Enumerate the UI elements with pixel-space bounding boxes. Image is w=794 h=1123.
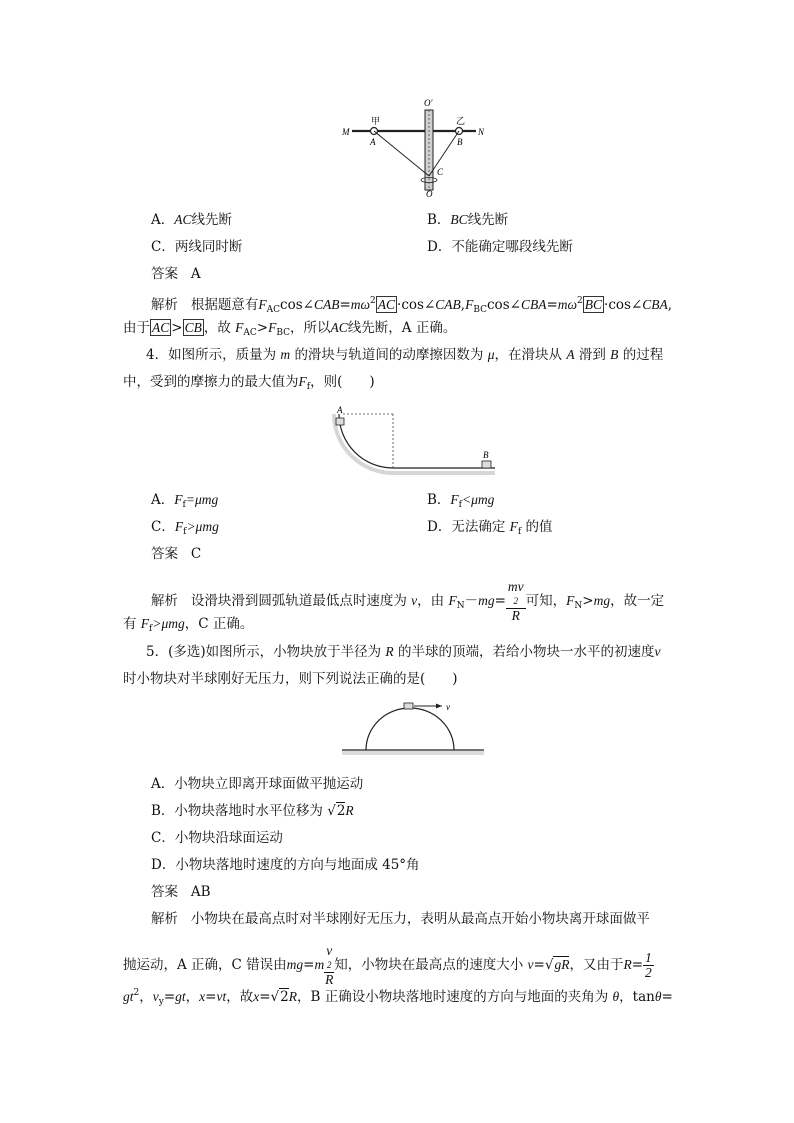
answer-q3: 答案 A [151, 266, 201, 282]
fig2-label-a: A [337, 405, 343, 415]
q4-option-a: A．$F_f=\mu mg$ [151, 492, 219, 510]
option-a: A．AC线先断 [151, 212, 233, 228]
analysis-q4-line1: 解析 设滑块滑到圆弧轨道最低点时速度为 v，由 $F_N-mg=$ mv 2 R 可知，$F_N>mg$，故一定 [151, 579, 665, 623]
q4-option-c: C．$F_f>\mu mg$ [151, 519, 219, 537]
analysis-q5-line1: 解析 小物块在最高点时对半球刚好无压力，表明从最高点开始小物块离开球面做平 [151, 911, 650, 927]
label-a: A [370, 137, 376, 147]
q5-stem-line1: 5．(多选)如图所示，小物块放于半径为 R 的半球的顶端，若给小物块一水平的初速度v [146, 644, 661, 660]
analysis-q4-line2: 有 $F_f>\mu mg$，C 正确。 [123, 616, 254, 634]
fraction-mv2-r: mv 2 R [507, 579, 524, 623]
label-o: O [426, 189, 433, 199]
analysis-q5-line2: 抛运动，A 正确，C 错误由mg=m v 2 R 知，小物块在最高点的速度大小 v=√gR，又由于R= $\frac{1}{2}$ [123, 943, 652, 987]
label-jia: 甲 [371, 117, 381, 127]
q5-option-a: A．小物块立即离开球面做平抛运动 [151, 776, 364, 792]
fig3-label-v: v [446, 702, 450, 712]
analysis-q3-line2: 由于 AC > CB ，故 $F_{AC}>F_{BC}$，所以AC线先断，A 正确。 [123, 320, 457, 338]
fraction-v2-r: v 2 R [325, 943, 334, 987]
fig2-label-b: B [483, 450, 489, 460]
q4-stem-line1: 4．如图所示，质量为 m 的滑块与轨道间的动摩擦因数为 μ，在滑块从 A 滑到 B 的过程 [146, 347, 664, 363]
label-m: M [342, 127, 350, 137]
label-c: C [437, 167, 444, 177]
label-o-prime: O′ [424, 98, 433, 108]
q4-option-d: D．无法确定 $F_f$ 的值 [427, 519, 553, 537]
q5-option-b: B．小物块落地时水平位移为 √2R [151, 803, 354, 819]
fraction-one-half: $\frac{1}{2}$ [645, 950, 652, 980]
q4-stem-line2: 中，受到的摩擦力的最大值为$F_f$，则( ) [123, 374, 375, 392]
label-b: B [457, 137, 463, 147]
q5-option-d: D．小物块落地时速度的方向与地面成 45°角 [151, 857, 420, 873]
q5-option-c: C．小物块沿球面运动 [151, 830, 283, 846]
answer-q4: 答案 C [151, 546, 202, 562]
q5-stem-line2: 时小物块对半球刚好无压力，则下列说法正确的是( ) [123, 671, 458, 687]
option-c: C．两线同时断 [151, 239, 243, 255]
q4-option-b: B．$F_f<\mu mg$ [427, 492, 495, 510]
option-d: D．不能确定哪段线先断 [427, 239, 573, 255]
label-yi: 乙 [456, 117, 466, 127]
label-n: N [478, 127, 485, 137]
analysis-q5-line3: $gt^2$，$v_y=gt$，x=vt，故x=√2R，B 正确设小物块落地时速度的方向与地面的夹角为 θ，tanθ= [123, 988, 673, 1007]
rotating-rod-figure [338, 96, 488, 202]
hemisphere-figure [338, 698, 488, 760]
option-b: B．BC线先断 [427, 212, 509, 228]
curved-track-figure [325, 400, 500, 478]
answer-q5: 答案 AB [151, 884, 211, 900]
analysis-q3-line1: 解析 根据题意有$F_{AC}\cos\angle CAB=m\omega^2$ AC $\cdot\cos\angle CAB,F_{BC}\cos\angle CBA=m\omega^2$ BC ·cos∠CBA, [151, 296, 673, 315]
